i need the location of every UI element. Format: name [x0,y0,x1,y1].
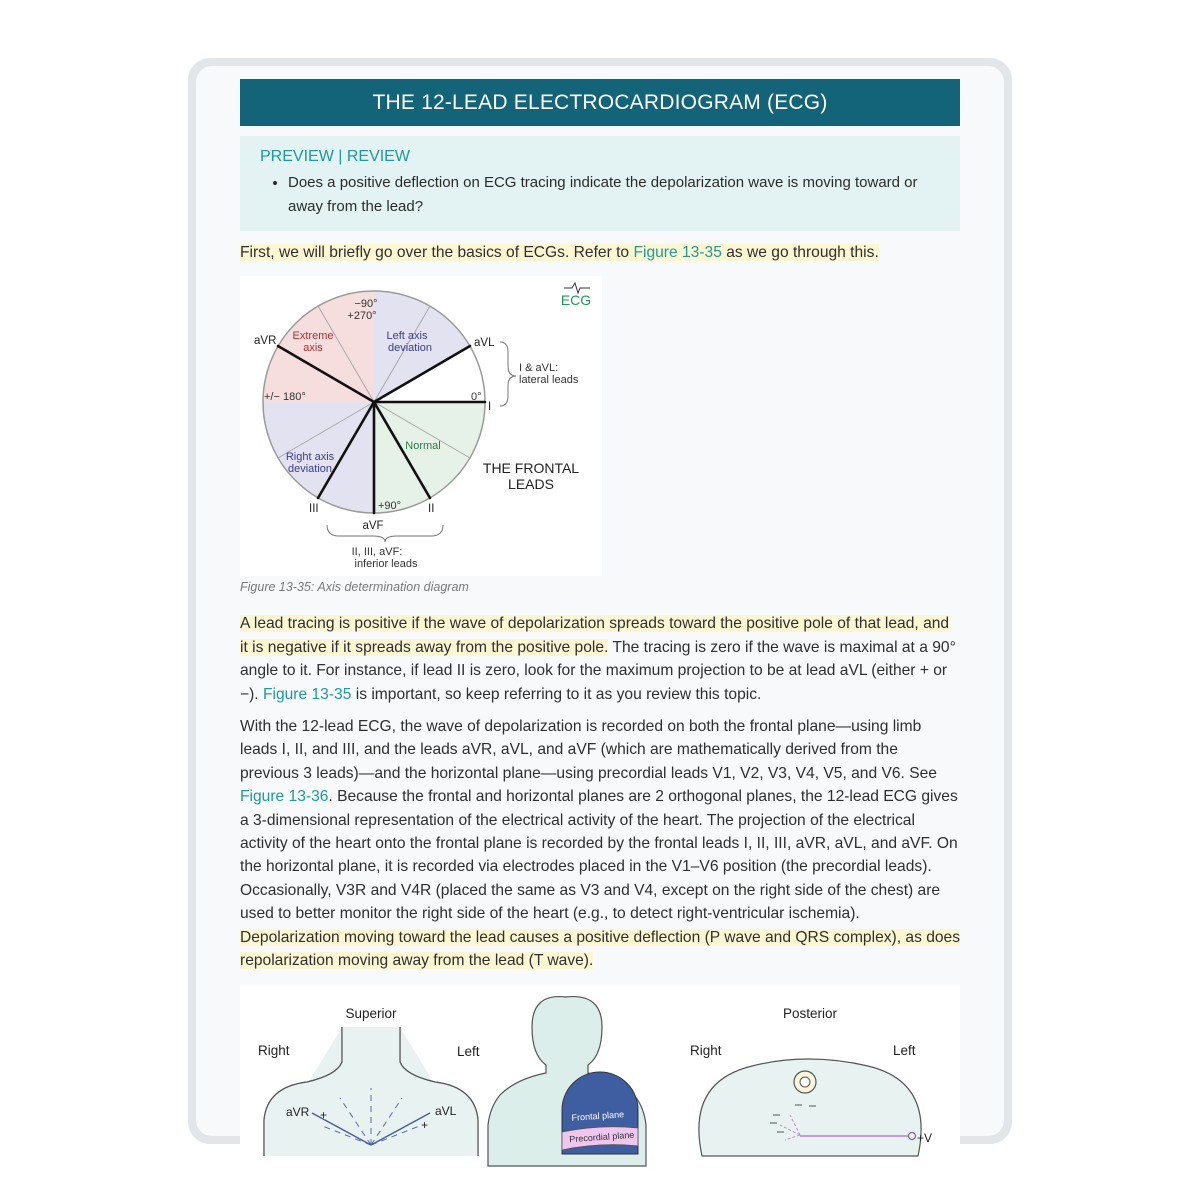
plus-sign-1: + [320,1107,328,1122]
lead-i-label: I [488,401,492,414]
plus-v-label: +V [917,1130,933,1145]
posterior-label: Posterior [782,1005,838,1021]
figure-13-35-link-2[interactable]: Figure 13-35 [262,685,352,703]
inferior-brace [327,525,443,542]
preview-review-box [240,136,960,231]
paragraph-text: With the 12-lead ECG, the wave of depolarization is recorded on both the frontal plane—using limb leads I, II, and III, and the leads aVR, aVL, and aVF (which are mathematically derived from the previous 3 leads)—and the horizontal plane—using precordial leads V1, V2, V3, V4, V5, and V6. See [240,718,937,782]
preview-question: • Does a positive deflection on ECG tracing indicate the depolarization wave is moving toward or away from the lead? [288,171,940,219]
plus-sign-2: + [421,1117,429,1132]
left-label-b: Left [893,1042,916,1058]
plus90-label: +90° [378,500,402,513]
minus90-label: −90° [354,298,378,311]
inferior-label-2: inferior leads [354,558,418,571]
ecg-logo-icon [561,283,591,308]
figure-13-36-link[interactable]: Figure 13-36 [240,788,329,806]
frontal-leads-label-2: LEADS [508,476,554,493]
figure-13-35-caption: Figure 13-35: Axis determination diagram [240,580,469,595]
normal-label: Normal [405,440,441,453]
lateral-brace [500,342,516,406]
inferior-label-1: II, III, aVF: [351,546,403,559]
tablet-frame [188,58,1012,1144]
page-content [240,79,960,1155]
page-screen [196,66,1004,1145]
right-label-b: Right [690,1042,722,1058]
lead-ii-label: II [428,503,435,516]
vertebra-icon [794,1071,816,1093]
precordial-plane-label: Precordial plane [568,1129,635,1144]
plus270-label: +270° [347,310,377,323]
highlight-depolarization: Depolarization moving toward the lead causes a positive deflection (P wave and QRS complex), as does repolarization moving away from the lead (T wave). [240,928,961,970]
avl-label: aVL [474,337,495,350]
intro-text-end: as we go through this. [721,244,879,261]
highlight-positive-lead: A lead tracing is positive if the wave of depolarization spreads toward the positive pole of that lead, and it is negative if it spreads away from the positive pole. [240,615,950,656]
avl-label-b: aVL [435,1103,457,1118]
frontal-leads-label-1: THE FRONTAL [482,460,580,477]
left-axis-label-2: deviation [387,342,433,355]
extreme-label-1: Extreme [292,330,334,343]
avr-label-b: aVR [286,1104,310,1119]
extreme-label-2: axis [303,342,323,355]
paragraph-12-lead [240,715,960,972]
intro-text: First, we will briefly go over the basics of ECGs. Refer to [240,244,634,261]
figure-13-35-link[interactable]: Figure 13-35 [633,244,722,261]
preview-review-heading: PREVIEW | REVIEW [260,148,410,165]
frontal-plane-label: Frontal plane [571,1108,625,1123]
paragraph-text: The tracing is zero if the wave is maximal at a 90° angle to it. For instance, if lead II is zero, look for the maximum projection to be at lead aVL (either + or −). [240,638,956,703]
axis-determination-figure [240,276,602,576]
planes-figure [240,985,960,1155]
right-axis-label-1: Right axis [285,451,335,464]
axis-diagram [240,276,602,576]
ecg-logo-text: ECG [560,292,592,309]
lead-iii-label: III [309,503,319,516]
planes-diagram [240,985,960,1155]
paragraph-text-2: . Because the frontal and horizontal planes are 2 orthogonal planes, the 12-lead ECG gives a 3-dimensional representation of the electrical activity of the heart. The projection of the electrical activity of the heart onto the frontal plane is recorded by the frontal leads I, II, III, aVR, aVL, and aVF. On the horizontal plane, it is recorded via electrodes placed in the V1–V6 position (the precordial leads). Occasionally, V3R and V4R (placed the same as V3 and V4, except on the right side of the chest) are used to better monitor the right side of the heart (e.g., to detect right-ventricular ischemia). [240,788,958,923]
zero-label: 0° [471,391,482,404]
pm180-label: +/− 180° [264,391,306,404]
avf-label: aVF [362,520,384,533]
lateral-label-1: I & aVL: [519,362,559,375]
paragraph-text-end: is important, so keep referring to it as you review this topic. [351,685,762,703]
avr-label: aVR [254,335,277,348]
superior-label: Superior [345,1005,397,1021]
paragraph-lead-tracing [240,612,960,706]
preview-question-list [260,171,940,219]
right-label-a: Right [258,1042,290,1058]
page-title: THE 12-LEAD ELECTROCARDIOGRAM (ECG) [240,79,960,126]
right-axis-label-2: deviation [287,463,333,476]
left-axis-label-1: Left axis [386,330,428,343]
lateral-label-2: lateral leads [519,374,579,387]
left-label-a: Left [457,1043,480,1059]
intro-paragraph [240,241,960,264]
